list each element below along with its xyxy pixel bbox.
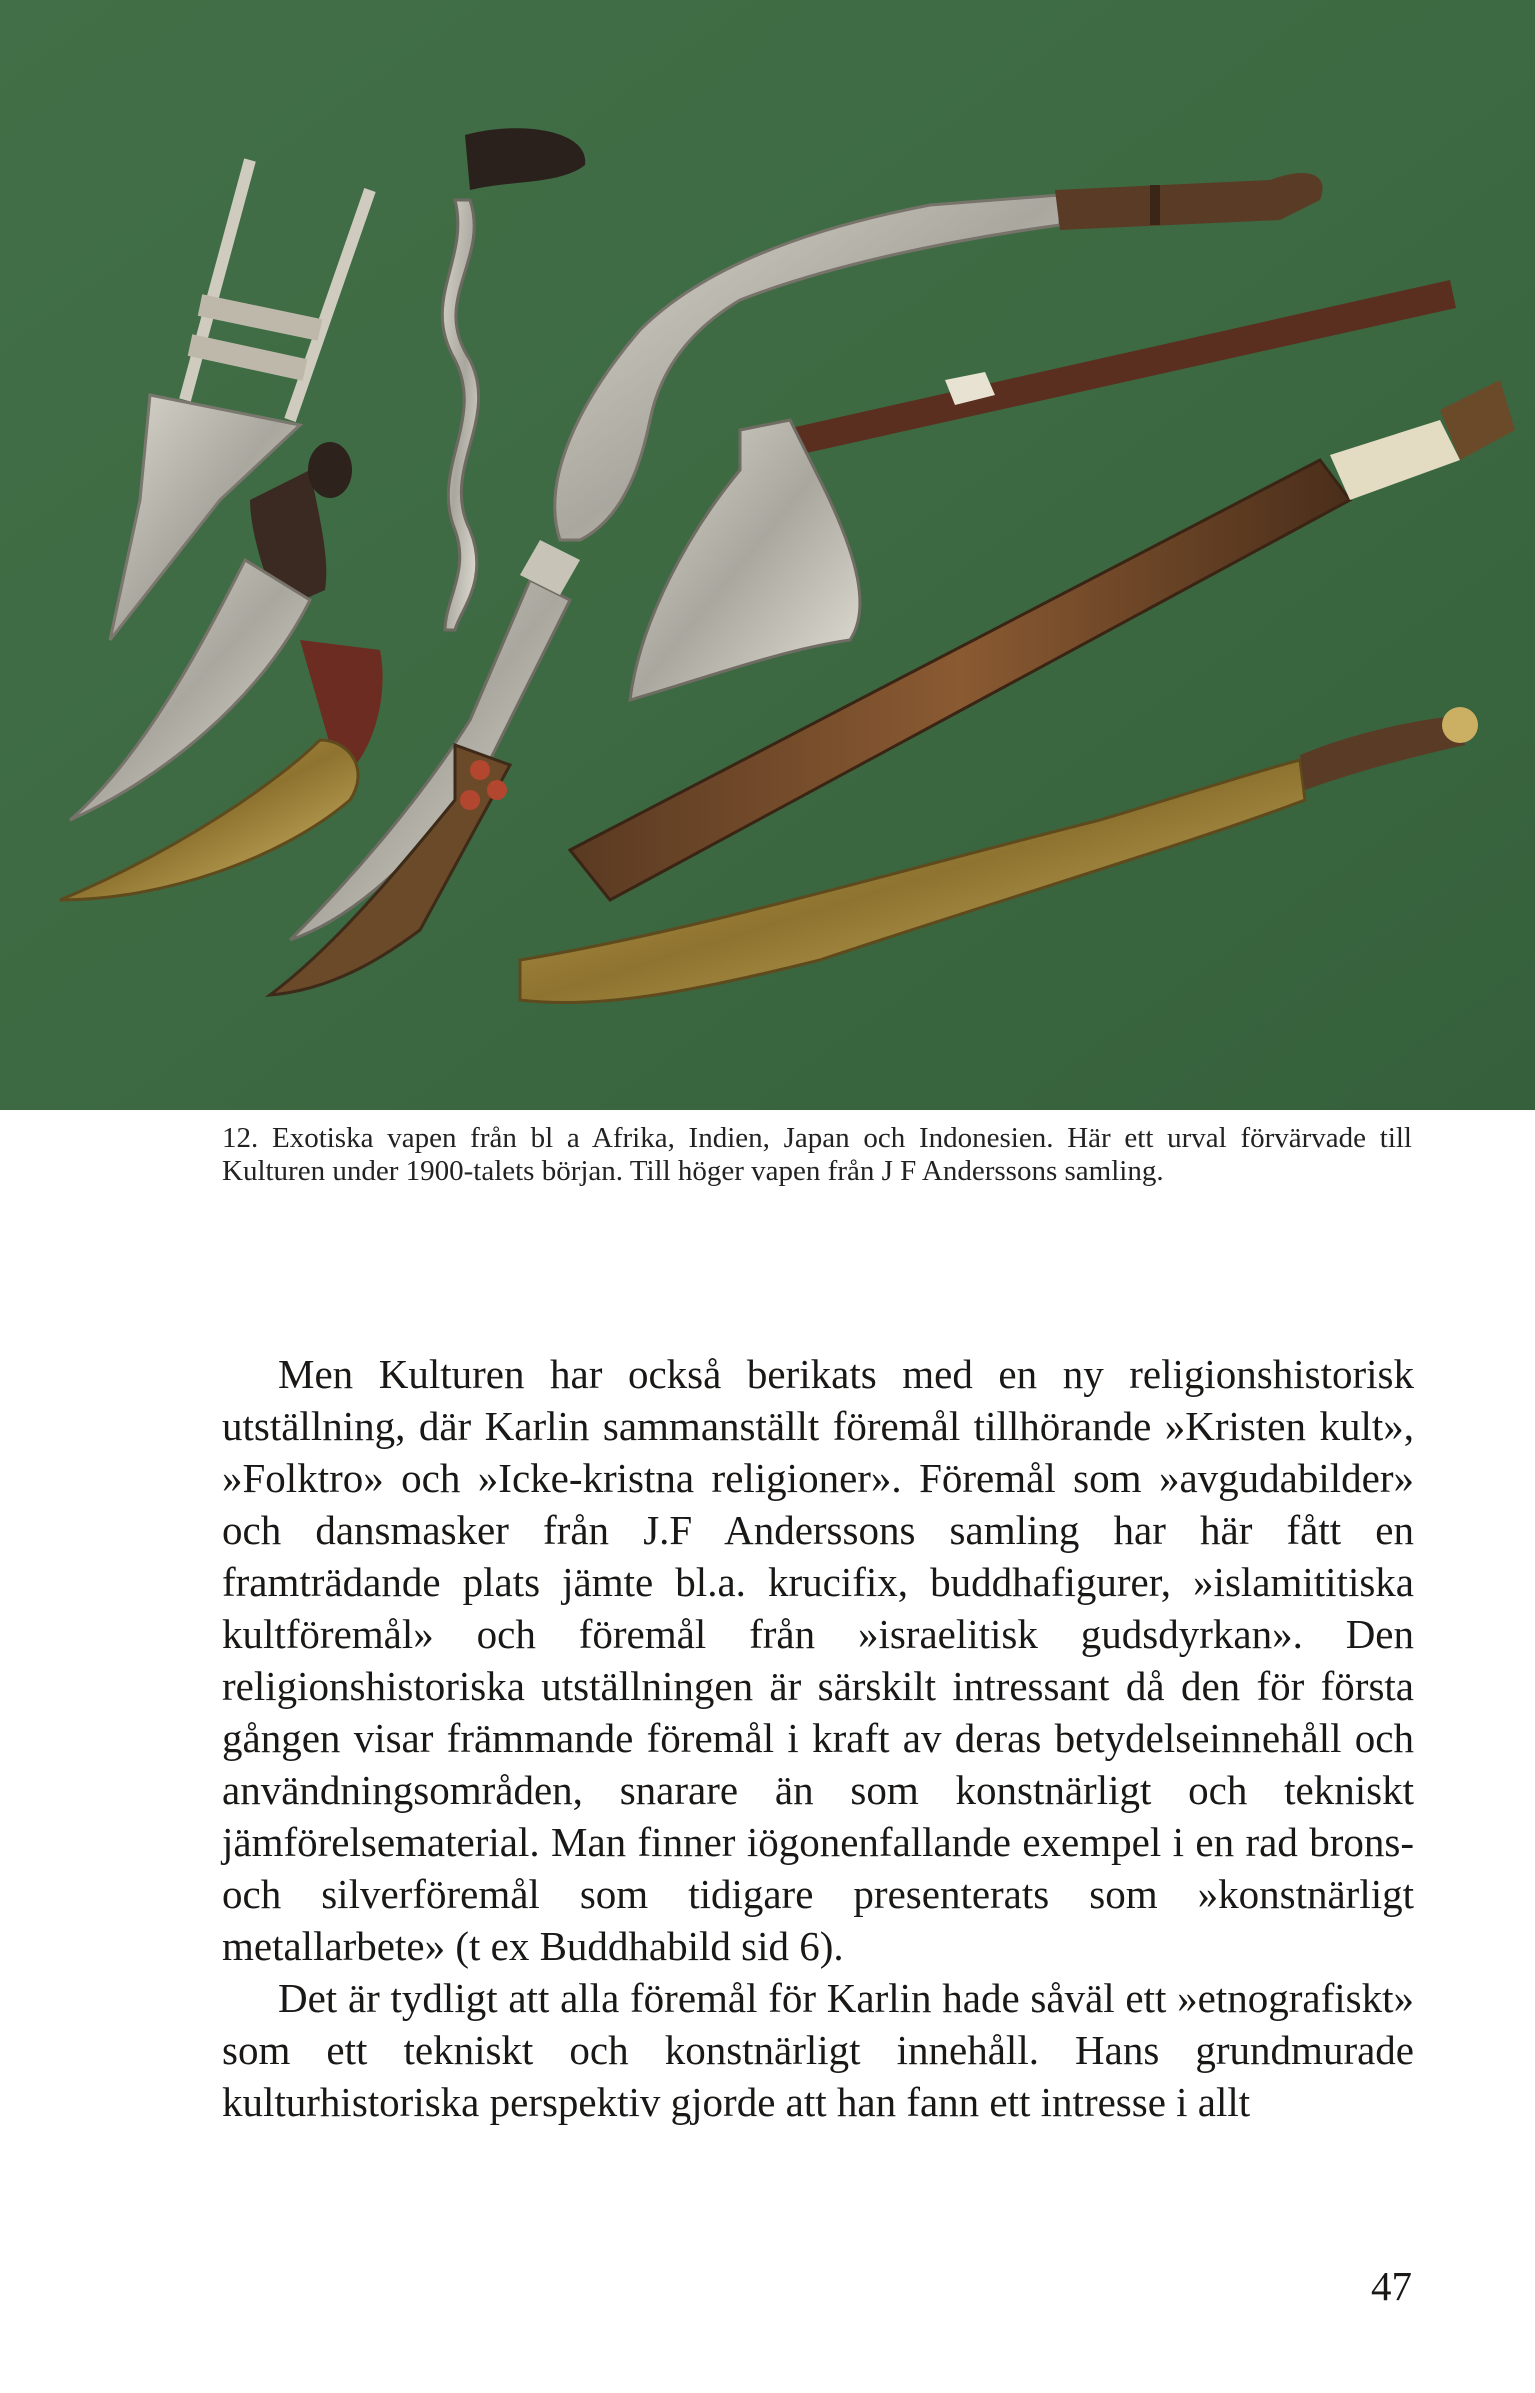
weapons-photograph — [0, 0, 1535, 1110]
body-paragraph-1: Men Kulturen har också berikats med en ny religionshistorisk utställning, där Karlin sammanställt föremål tillhörande »Kristen kult», »Folktro» och »Icke-kristna religioner». Föremål som »avgudabilder» och dansmasker från J.F Anderssons samling har här fått en framträdande plats jämte bl.a. krucifix, buddhafigurer, »islamititiska kultföremål» och föremål från »israelitisk gudsdyrkan». Den religionshistoriska utställningen är särskilt intressant då den för första gången visar främmande föremål i kraft av deras betydelseinnehåll och användningsområden, snarare än som konstnärligt och tekniskt jämförelsematerial. Man finner iögonenfallande exempel i en rad brons- och silverföremål som tidigare presenterats som »konstnärligt metallarbete» (t ex Buddhabild sid 6). — [222, 1351, 1414, 1969]
weapons-illustration — [0, 0, 1535, 1110]
page-number: 47 — [1371, 2263, 1412, 2309]
article-body — [222, 1348, 1414, 2128]
body-paragraph-2: Det är tydligt att alla föremål för Karlin hade såväl ett »etnografiskt» som ett tekniskt och konstnärligt innehåll. Hans grundmurade kulturhistoriska perspektiv gjorde att han fann ett intresse i allt — [222, 1975, 1414, 2125]
figure-caption: 12. Exotiska vapen från bl a Afrika, Indien, Japan och Indonesien. Här ett urval förvärvade till Kulturen under 1900-talets början. Till höger vapen från J F Anderssons samling. — [222, 1122, 1412, 1187]
